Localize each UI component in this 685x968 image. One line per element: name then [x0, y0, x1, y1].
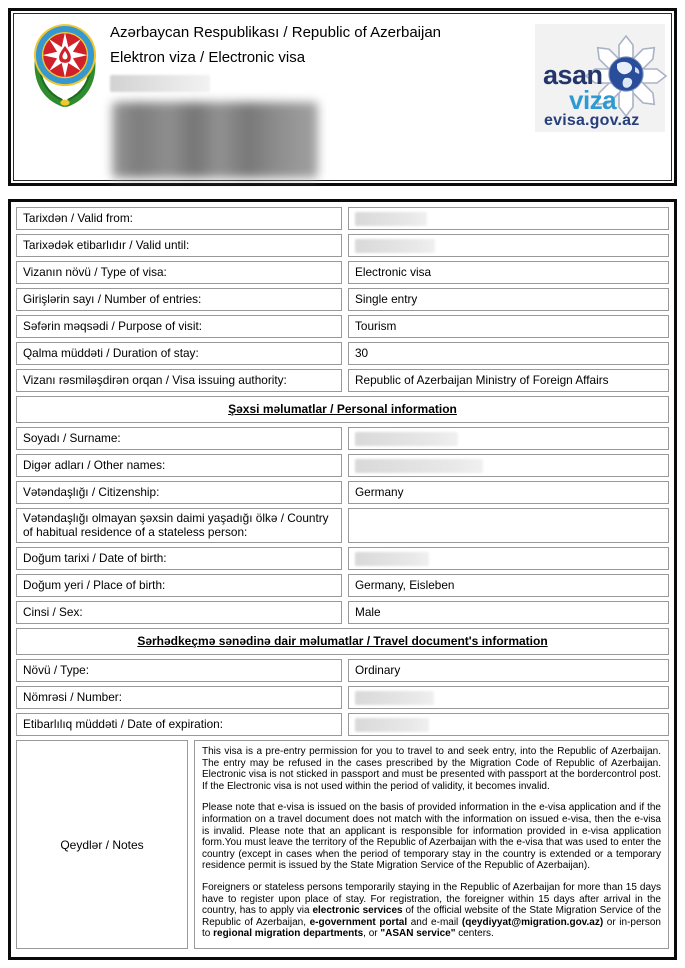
- notes-row: [16, 740, 669, 949]
- field-value: Male: [348, 601, 669, 624]
- wreath-tie: [60, 100, 69, 106]
- table-row: [16, 454, 669, 477]
- field-label: Vizanı rəsmiləşdirən orqan / Visa issuing authority:: [16, 369, 342, 392]
- redacted-value: [355, 432, 458, 446]
- table-row: [16, 659, 669, 682]
- field-value: [348, 547, 669, 570]
- table-row: [16, 427, 669, 450]
- field-value: Germany: [348, 481, 669, 504]
- table-row: [16, 288, 669, 311]
- notes-paragraph: This visa is a pre-entry permission for you to travel to and seek entry, into the Republic of Azerbaijan. The entry may be refused in the cases prescribed by the Migration Code of Republic of Azerbaijan. Electronic visa is not sticked in passport and must be presented with passport at the bordercontrol post. If the Electronic visa is not used within the period of validity, it becomes invalid.: [202, 746, 661, 792]
- table-row: [16, 481, 669, 504]
- document-subtitle: Elektron viza / Electronic visa: [110, 49, 306, 66]
- section-row: [16, 628, 669, 655]
- field-value: [348, 713, 669, 736]
- field-value: [348, 508, 669, 543]
- table-row: [16, 342, 669, 365]
- field-value: Ordinary: [348, 659, 669, 682]
- table-row: [16, 261, 669, 284]
- header-text-block: [110, 24, 440, 178]
- field-label: Qalma müddəti / Duration of stay:: [16, 342, 342, 365]
- redacted-value: [355, 239, 435, 253]
- field-value: Germany, Eisleben: [348, 574, 669, 597]
- section-row: [16, 396, 669, 423]
- field-value: Single entry: [348, 288, 669, 311]
- azerbaijan-coat-of-arms-icon: [32, 22, 98, 108]
- notes-text: [194, 740, 669, 949]
- notes-label: Qeydlər / Notes: [16, 740, 188, 949]
- field-label: Etibarlılıq müddəti / Date of expiration:: [16, 713, 342, 736]
- redacted-value: [355, 552, 429, 566]
- field-value: [348, 207, 669, 230]
- field-label: Nömrəsi / Number:: [16, 686, 342, 709]
- header-inner-frame: [13, 13, 672, 181]
- redacted-visa-id: [110, 75, 210, 92]
- field-label: Vətəndaşlığı olmayan şəxsin daimi yaşadığı ölkə / Country of habitual residence of a stateless person:: [16, 508, 342, 543]
- viza-wordmark: viza: [569, 85, 617, 115]
- field-label: Tarixdən / Valid from:: [16, 207, 342, 230]
- notes-paragraph: Please note that e-visa is issued on the basis of provided information in the e-visa application and if the information on a travel document does not match with the information on issued e-visa, then the e-visa is invalid. Please note that an applicant is responsible for information provided in e-visa application form.You must leave the territory of the Republic of Azerbaijan with the e-visa that was used to enter the country (except in cases when the period of temporary stay in the country is extended or a temporary residence permit is issued by the State Migration Service of the Republic of Azerbaijan).: [202, 802, 661, 872]
- field-value: [348, 686, 669, 709]
- field-value: [348, 427, 669, 450]
- table-row: [16, 601, 669, 624]
- table-row: [16, 574, 669, 597]
- table-row: [16, 369, 669, 392]
- redacted-value: [355, 459, 483, 473]
- evisa-domain-text: evisa.gov.az: [544, 112, 640, 129]
- table-row: [16, 686, 669, 709]
- header-box: [8, 8, 677, 186]
- table-row: [16, 508, 669, 543]
- field-label: Tarixədək etibarlıdır / Valid until:: [16, 234, 342, 257]
- visa-details-box: [8, 199, 677, 960]
- asan-wordmark: asan: [543, 60, 603, 90]
- table-row: [16, 547, 669, 570]
- field-label: Vətəndaşlığı / Citizenship:: [16, 481, 342, 504]
- field-label: Növü / Type:: [16, 659, 342, 682]
- table-row: [16, 315, 669, 338]
- field-label: Soyadı / Surname:: [16, 427, 342, 450]
- field-label: Doğum tarixi / Date of birth:: [16, 547, 342, 570]
- field-value: Electronic visa: [348, 261, 669, 284]
- redacted-value: [355, 718, 429, 732]
- notes-paragraph: Foreigners or stateless persons temporarily staying in the Republic of Azerbaijan for more than 15 days have to register upon place of stay. For registration, the foreigner within 15 days after arrival in the country, has to apply via electronic services of the official website of the State Migration Service of the Republic of Azerbaijan, e-government portal and e-mail (qeydiyyat@migration.gov.az) or in-person to regional migration departments, or "ASAN service" centers.: [202, 881, 662, 940]
- redacted-value: [355, 212, 427, 226]
- visa-details-table: [16, 207, 669, 736]
- section-header: Şəxsi məlumatlar / Personal information: [16, 396, 669, 423]
- section-header: Sərhədkeçmə sənədinə dair məlumatlar / Travel document's information: [16, 628, 669, 655]
- field-label: Vizanın növü / Type of visa:: [16, 261, 342, 284]
- field-value: Tourism: [348, 315, 669, 338]
- table-row: [16, 207, 669, 230]
- field-label: Girişlərin sayı / Number of entries:: [16, 288, 342, 311]
- asan-viza-logo: [535, 24, 665, 132]
- table-row: [16, 713, 669, 736]
- field-value: 30: [348, 342, 669, 365]
- field-label: Digər adları / Other names:: [16, 454, 342, 477]
- field-value: [348, 234, 669, 257]
- redacted-visa-number-block: [112, 102, 318, 178]
- redacted-value: [355, 691, 434, 705]
- field-label: Səfərin məqsədi / Purpose of visit:: [16, 315, 342, 338]
- field-label: Cinsi / Sex:: [16, 601, 342, 624]
- table-row: [16, 234, 669, 257]
- field-value: Republic of Azerbaijan Ministry of Foreign Affairs: [348, 369, 669, 392]
- field-value: [348, 454, 669, 477]
- field-label: Doğum yeri / Place of birth:: [16, 574, 342, 597]
- document-title: Azərbaycan Respublikası / Republic of Azerbaijan: [110, 24, 442, 41]
